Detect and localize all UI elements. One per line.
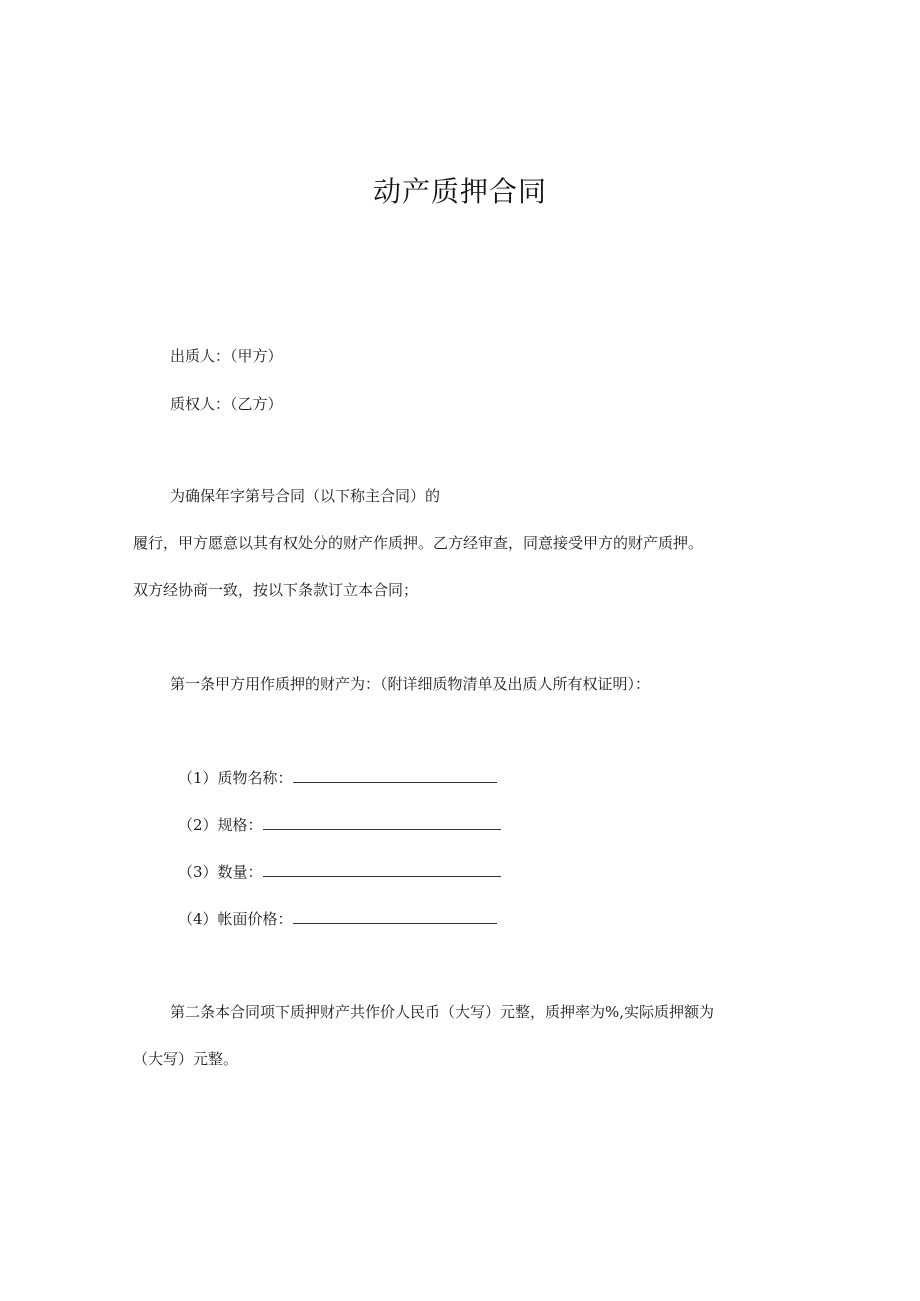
item-specification-label: （2）规格： <box>178 816 263 834</box>
article-2-line-2: （大写）元整。 <box>133 1050 239 1068</box>
article-1-heading: 第一条甲方用作质押的财产为：（附详细质物清单及出质人所有权证明）： <box>170 675 651 693</box>
item-quantity-label: （3）数量： <box>178 863 263 881</box>
item-goods-name <box>178 768 497 788</box>
preamble-line-3: 双方经协商一致，按以下条款订立本合同； <box>133 581 419 599</box>
item-specification <box>178 815 501 835</box>
item-goods-name-label: （1）质物名称： <box>178 769 293 787</box>
item-quantity <box>178 862 501 882</box>
item-book-value <box>178 909 497 929</box>
document-title: 动产质押合同 <box>372 175 547 208</box>
book-value-blank <box>293 909 497 924</box>
preamble-line-1: 为确保年字第号合同（以下称主合同）的 <box>170 487 441 505</box>
article-2-line-1: 第二条本合同项下质押财产共作价人民币（大写）元整，质押率为%,实际质押额为 <box>170 1003 715 1021</box>
pledgee-line: 质权人：（乙方） <box>170 395 283 413</box>
goods-name-blank <box>293 768 497 783</box>
item-book-value-label: （4）帐面价格： <box>178 910 293 928</box>
pledgor-line: 出质人：（甲方） <box>170 347 283 365</box>
specification-blank <box>263 815 501 830</box>
quantity-blank <box>263 862 501 877</box>
preamble-line-2: 履行，甲方愿意以其有权处分的财产作质押。乙方经审查，同意接受甲方的财产质押。 <box>133 534 704 552</box>
